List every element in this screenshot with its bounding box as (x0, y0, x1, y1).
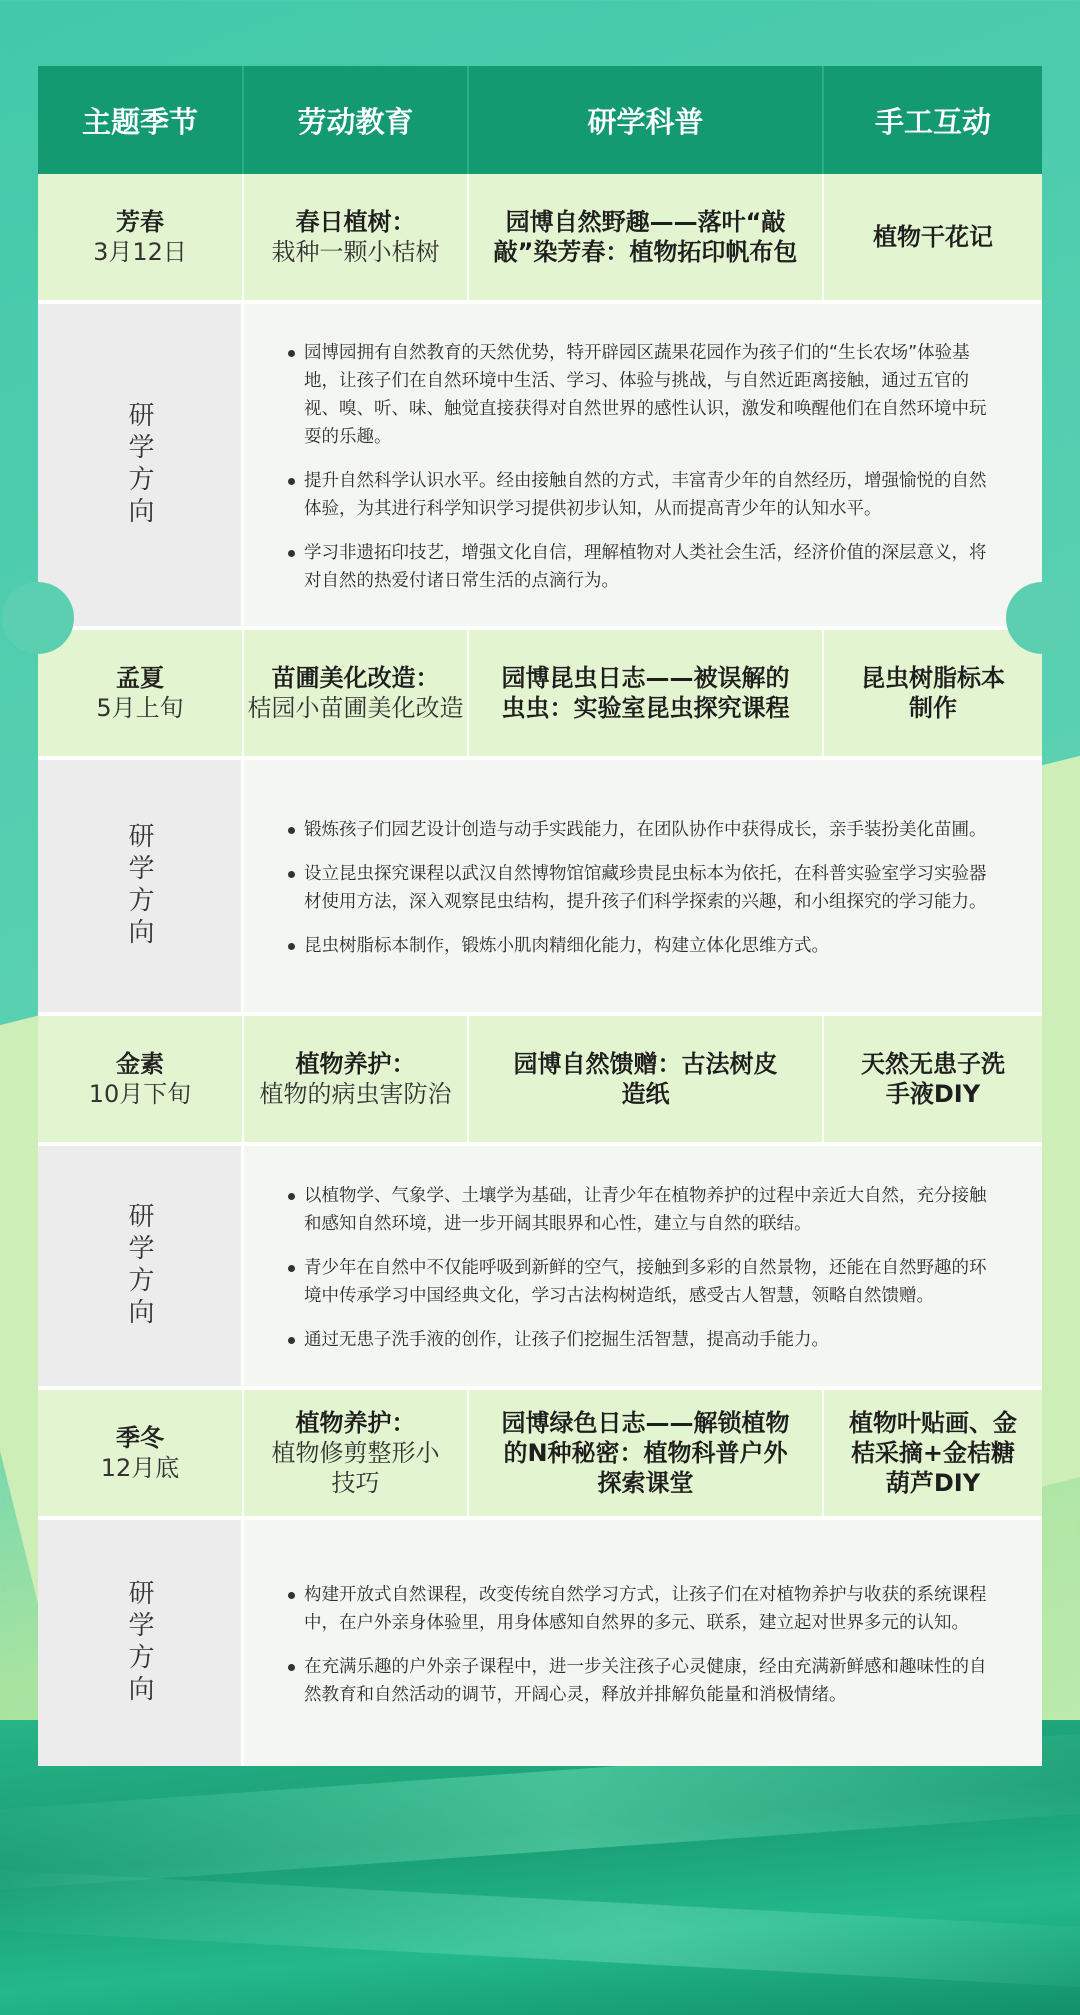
craft-text: 天然无患子洗手液DIY (861, 1050, 1005, 1108)
direction-item: 以植物学、气象学、土壤学为基础，让青少年在植物养护的过程中亲近大自然，充分接触和感知自然环境，进一步开阔其眼界和心性，建立与自然的联结。 (288, 1182, 1002, 1238)
direction-item: 园博园拥有自然教育的天然优势，特开辟园区蔬果花园作为孩子们的“生长农场”体验基地，让孩子们在自然环境中生活、学习、体验与挑战，与自然近距离接触，通过五官的视、嗅、听、味、触觉直接获得对自然世界的感性认识，激发和唤醒他们在自然环境中玩耍的乐趣。 (288, 339, 1002, 451)
schedule-table-card (38, 66, 1042, 1766)
direction-item: 锻炼孩子们园艺设计创造与动手实践能力，在团队协作中获得成长，亲手装扮美化苗圃。 (288, 816, 1002, 844)
header-craft: 手工互动 (874, 104, 991, 139)
direction-list (244, 1146, 1042, 1386)
header-labor-education: 劳动教育 (244, 66, 469, 174)
direction-list (244, 304, 1042, 626)
science-sub: 虫虫：实验室昆虫探究课程 (501, 694, 790, 722)
season-row-spring (38, 174, 1042, 304)
craft-text: 昆虫树脂标本制作 (861, 664, 1005, 722)
labor-sub: 植物修剪整形小技巧 (271, 1439, 440, 1497)
craft-cell (824, 174, 1042, 300)
science-text: 园博自然野趣——落叶“敲敲”染芳春：植物拓印帆布包 (493, 208, 798, 266)
labor-cell (244, 1390, 469, 1516)
craft-text: 植物叶贴画、金桔采摘+金桔糖葫芦DIY (849, 1409, 1017, 1497)
craft-text: 植物干花记 (873, 223, 993, 251)
ticket-notch-right (1006, 582, 1078, 654)
science-cell (469, 1016, 824, 1142)
science-title: 园博昆虫日志——被误解的 (501, 664, 790, 692)
direction-list (244, 1520, 1042, 1766)
direction-label: 研学方向 (38, 1520, 244, 1766)
season-cell (38, 1016, 244, 1142)
labor-sub: 桔园小苗圃美化改造 (247, 694, 464, 722)
direction-row-winter (38, 1520, 1042, 1766)
header-season: 主题季节 (38, 66, 244, 174)
season-name: 芳春 (116, 208, 164, 236)
season-name: 孟夏 (116, 664, 164, 692)
season-cell (38, 630, 244, 756)
craft-cell (824, 1390, 1042, 1516)
season-date: 12月底 (100, 1454, 180, 1482)
direction-row-spring (38, 304, 1042, 630)
direction-item: 构建开放式自然课程，改变传统自然学习方式，让孩子们在对植物养护与收获的系统课程中，在户外亲身体验里，用身体感知自然界的多元、联系，建立起对世界多元的认知。 (288, 1581, 1002, 1637)
direction-list (244, 760, 1042, 1012)
direction-row-autumn (38, 1146, 1042, 1390)
season-date: 3月12日 (93, 238, 187, 266)
season-date: 5月上旬 (96, 694, 184, 722)
table-header (38, 66, 1042, 174)
labor-title: 春日植树： (295, 208, 416, 236)
labor-title: 植物养护： (295, 1409, 416, 1437)
season-row-summer (38, 630, 1042, 760)
labor-cell (244, 174, 469, 300)
direction-item: 昆虫树脂标本制作，锻炼小肌肉精细化能力，构建立体化思维方式。 (288, 932, 1002, 960)
direction-item: 青少年在自然中不仅能呼吸到新鲜的空气，接触到多彩的自然景物，还能在自然野趣的环境中传承学习中国经典文化，学习古法构树造纸，感受古人智慧，领略自然馈赠。 (288, 1254, 1002, 1310)
science-cell (469, 174, 824, 300)
direction-row-summer (38, 760, 1042, 1016)
direction-label: 研学方向 (38, 304, 244, 626)
season-date: 10月下旬 (88, 1080, 192, 1108)
direction-item: 学习非遗拓印技艺，增强文化自信，理解植物对人类社会生活，经济价值的深层意义，将对自然的热爱付诸日常生活的点滴行为。 (288, 539, 1002, 595)
season-row-winter (38, 1390, 1042, 1520)
labor-title: 苗圃美化改造： (271, 664, 440, 692)
science-text: 园博自然馈赠：古法树皮造纸 (513, 1050, 778, 1108)
ticket-notch-left (2, 582, 74, 654)
labor-title: 植物养护： (295, 1050, 416, 1078)
direction-label: 研学方向 (38, 1146, 244, 1386)
direction-label: 研学方向 (38, 760, 244, 1012)
season-name: 金素 (116, 1050, 164, 1078)
direction-item: 通过无患子洗手液的创作，让孩子们挖掘生活智慧，提高动手能力。 (288, 1326, 1002, 1354)
season-name: 季冬 (116, 1424, 164, 1452)
labor-sub: 植物的病虫害防治 (259, 1080, 452, 1108)
labor-cell (244, 1016, 469, 1142)
craft-cell (824, 1016, 1042, 1142)
header-science: 研学科普 (469, 66, 824, 174)
direction-item: 提升自然科学认识水平。经由接触自然的方式，丰富青少年的自然经历，增强愉悦的自然体验，为其进行科学知识学习提供初步认知，从而提高青少年的认知水平。 (288, 467, 1002, 523)
science-text: 园博绿色日志——解锁植物的N种秘密：植物科普户外探索课堂 (501, 1409, 790, 1497)
direction-item: 在充满乐趣的户外亲子课程中，进一步关注孩子心灵健康，经由充满新鲜感和趣味性的自然教育和自然活动的调节，开阔心灵，释放并排解负能量和消极情绪。 (288, 1653, 1002, 1709)
direction-item: 设立昆虫探究课程以武汉自然博物馆馆藏珍贵昆虫标本为依托，在科普实验室学习实验器材使用方法，深入观察昆虫结构，提升孩子们科学探索的兴趣，和小组探究的学习能力。 (288, 860, 1002, 916)
science-cell (469, 630, 824, 756)
labor-sub: 栽种一颗小桔树 (271, 238, 440, 266)
craft-cell (824, 630, 1042, 756)
science-cell (469, 1390, 824, 1516)
season-row-autumn (38, 1016, 1042, 1146)
season-cell (38, 174, 244, 300)
season-cell (38, 1390, 244, 1516)
labor-cell (244, 630, 469, 756)
